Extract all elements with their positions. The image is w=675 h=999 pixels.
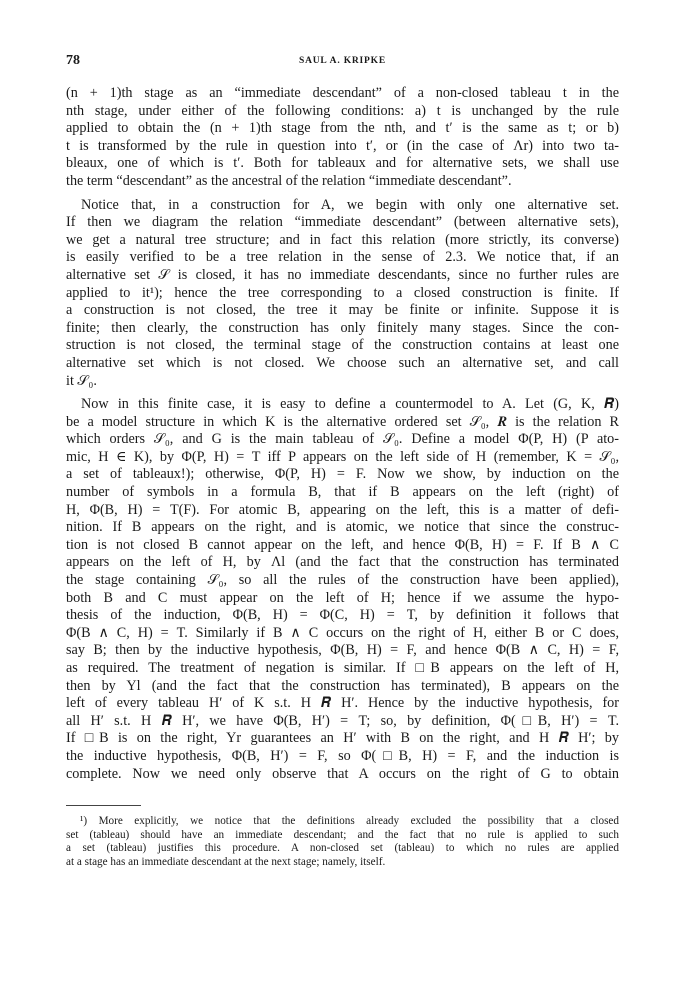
- text-line: complete. Now we need only observe that A occurs on the right of G to obtain: [66, 765, 619, 782]
- text-line: thesis of the induction, Φ(B, H) = Φ(C, H) = T, by definition it follows that: [66, 607, 619, 624]
- text-line: we get a natural tree structure; and in fact this relation (more strictly, its converse): [66, 231, 619, 248]
- footnote-divider: [66, 805, 141, 806]
- text-line: as required. The treatment of negation is similar. If □B appears on the left of H,: [66, 660, 619, 676]
- text-line: applied to obtain the (n + 1)th stage from the nth, and t′ is the same as t; or b): [66, 120, 619, 137]
- text-line: be a model structure in which K is the alternative ordered set 𝒮₀, 𝑹 is the relation R: [66, 413, 619, 430]
- text-line: say B; then by the inductive hypothesis, Φ(B, H) = F, and hence Φ(B ∧ C, H) = F,: [66, 642, 619, 659]
- text-line: applied to it¹); hence the tree corresponding to a closed construction is finite. If: [66, 284, 619, 301]
- text-line: struction is not closed, the terminal stage of the construction contains at least one: [66, 337, 619, 354]
- footnote-line: at a stage has an immediate descendant at the next stage; namely, itself.: [66, 855, 386, 868]
- paragraph-2: [66, 197, 619, 391]
- footnote-1: [66, 815, 619, 869]
- text-line: the inductive hypothesis, Φ(B, H′) = F, so Φ(□B, H) = F, and the induction is: [66, 747, 619, 764]
- page-number: 78: [66, 53, 80, 68]
- page-header: [66, 53, 619, 71]
- paragraph-1: [66, 85, 619, 191]
- text-line: If □B is on the right, Yr guarantees an H′ with B on the right, and H 𝑹 H′; by: [66, 730, 619, 747]
- paragraph-3: [66, 396, 619, 783]
- text-line: left of every tableau H′ of K s.t. H 𝑹 H′. Hence by the inductive hypothesis, for: [66, 695, 619, 712]
- footnote-line: set (tableau) should have an immediate descendant; and the fact that no rule is applied to such: [66, 828, 619, 841]
- text-line: number of symbols in a formula B, that if B appears on the left (right) of: [66, 484, 619, 501]
- text-line: alternative set which is not closed. We choose such an alternative set, and call: [66, 354, 619, 371]
- body-text: [66, 85, 619, 783]
- text-line: tion is not closed B cannot appear on the left, and hence Φ(B, H) = F. If B ∧ C: [66, 536, 619, 553]
- text-line: the stage containing 𝒮₀, so all the rules of the construction have been applied),: [66, 572, 619, 589]
- text-line: both B and C must appear on the left of H; hence if we assume the hypo-: [66, 589, 619, 606]
- text-line: Notice that, in a construction for A, we begin with only one alternative set.: [81, 196, 619, 213]
- text-line: finite; then clearly, the construction has only finitely many stages. Since the con-: [66, 319, 619, 336]
- text-line: (n + 1)th stage as an “immediate descendant” of a non-closed tableau t in the: [66, 85, 619, 101]
- text-line: H, Φ(B, H) = T(F). For atomic B, appearing on the left, this is a matter of defi-: [66, 501, 619, 518]
- footnote-line: a set (tableau) justifies this procedure. A non-closed set (tableau) to which no rules are applied: [66, 842, 619, 854]
- text-line: all H′ s.t. H 𝑹 H′, we have Φ(B, H′) = T; so, by definition, Φ(□B, H′) = T.: [66, 712, 619, 729]
- text-line: which orders 𝒮₀, and G is the main tableau of 𝒮₀. Define a model Φ(P, H) (P ato-: [66, 431, 619, 448]
- text-line: appears on the left of H, by Λl (and the fact that the construction has terminated: [66, 554, 619, 571]
- text-line: is easily verified to be a tree relation in the sense of 2.3. We notice that, if an: [66, 249, 619, 266]
- text-line: alternative set 𝒮 is closed, it has no immediate descendants, since no further rules are: [66, 266, 619, 283]
- text-line: mic, H ∈ K), by Φ(P, H) = T iff P appears on the left side of H (remember, K = 𝒮₀,: [66, 448, 619, 465]
- text-line: bleaux, one of which is t′. Both for tableaux and for alternative sets, we shall use: [66, 155, 619, 172]
- text-line: Φ(B ∧ C, H) = T. Similarly if B ∧ C occurs on the right of H, either B or C does,: [66, 624, 619, 641]
- text-line: a construction is not closed, the tree it may be finite or infinite. Suppose it is: [66, 302, 619, 319]
- text-line: nth stage, under either of the following conditions: a) t is unchanged by the rule: [66, 102, 619, 119]
- text-line: it 𝒮₀.: [66, 372, 97, 389]
- footnote-line: ¹) More explicitly, we notice that the definitions already excluded the possibility that a closed: [80, 815, 619, 827]
- text-line: Now in this finite case, it is easy to define a countermodel to A. Let (G, K, 𝑹): [81, 396, 619, 413]
- text-line: If then we diagram the relation “immediate descendant” (between alternative sets),: [66, 214, 619, 231]
- text-line: then by Yl (and the fact that the construction has terminated), B appears on the: [66, 677, 619, 694]
- text-line: t is transformed by the rule in question into t′, or (in the case of Λr) into two ta-: [66, 137, 619, 154]
- text-line: nition. If B appears on the right, and is atomic, we notice that since the construc-: [66, 519, 619, 536]
- running-head-author: SAUL A. KRIPKE: [299, 56, 386, 66]
- text-line: the term “descendant” as the ancestral of the relation “immediate descendant”.: [66, 172, 512, 189]
- text-line: a set of tableaux!); otherwise, Φ(P, H) = F. Now we show, by induction on the: [66, 466, 619, 483]
